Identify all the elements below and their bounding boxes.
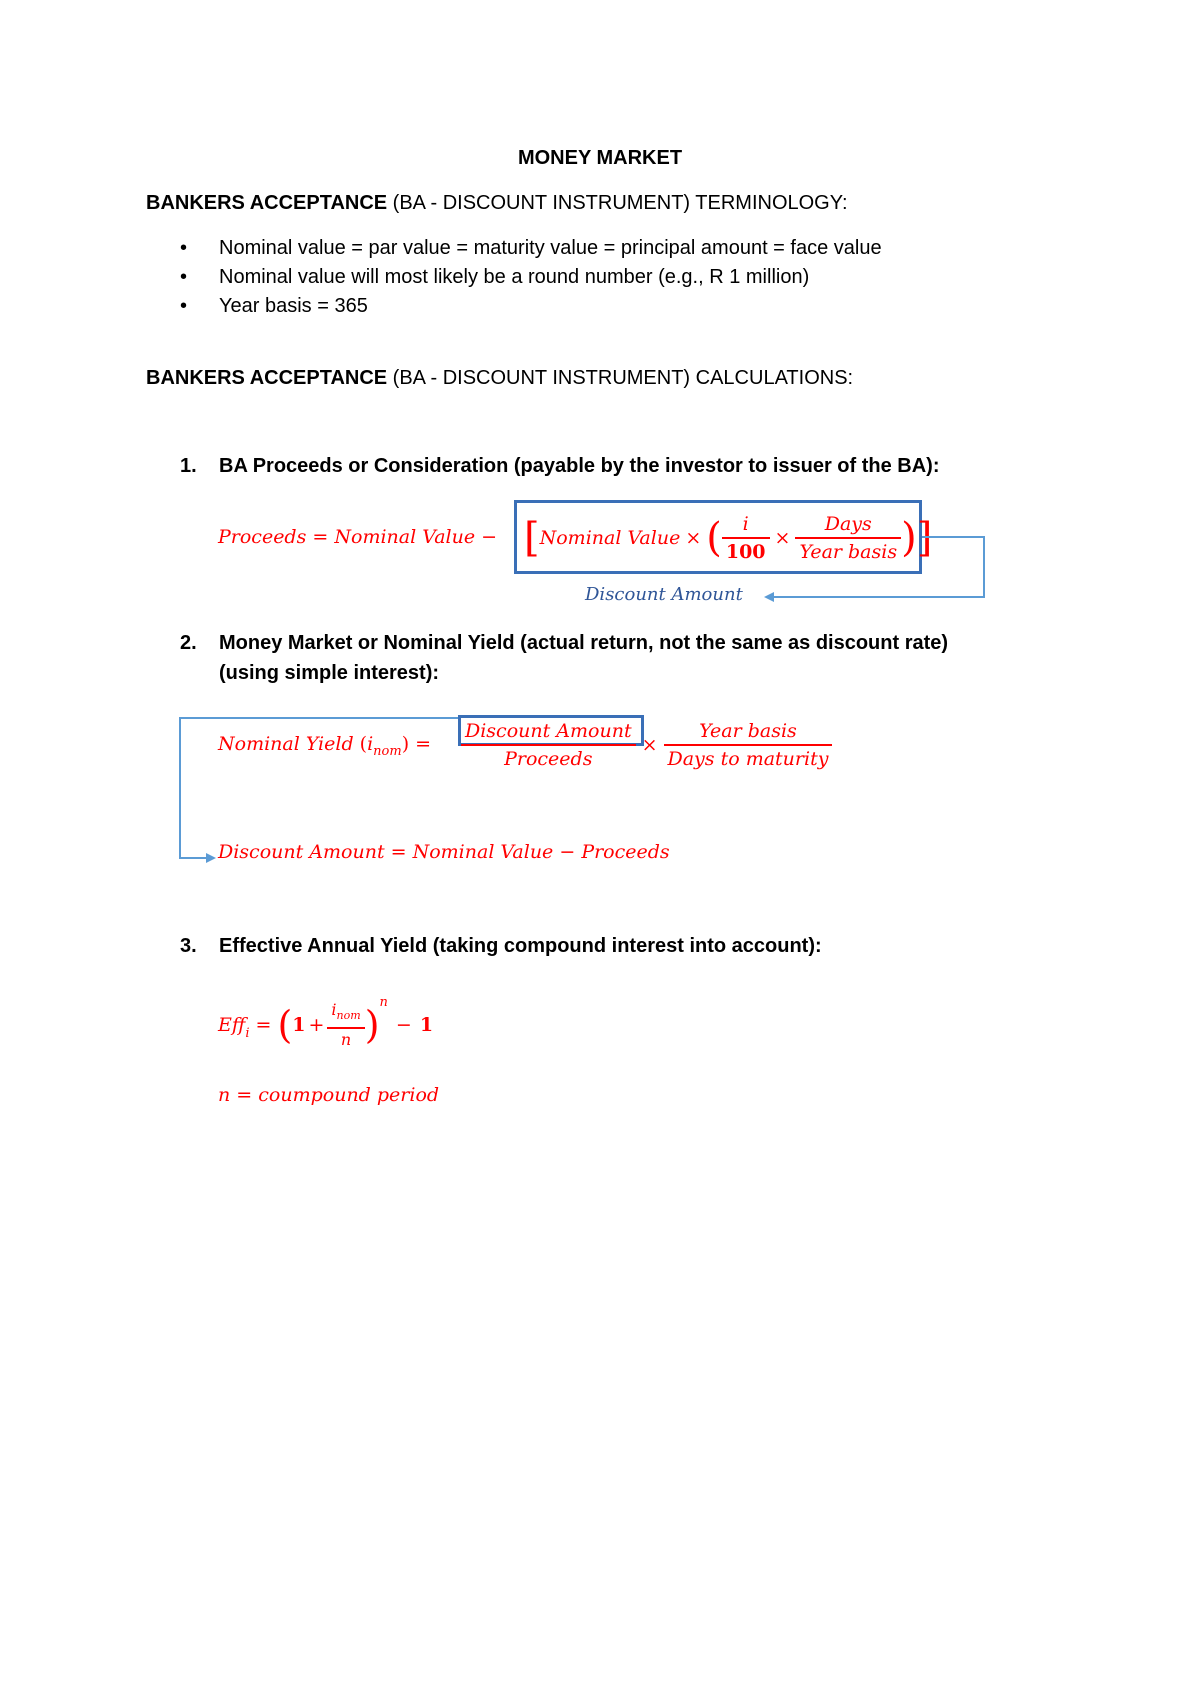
list-item-text: Nominal value = par value = maturity value = principal amount = face value — [219, 237, 882, 259]
step-text: BA Proceeds or Consideration (payable by the investor to issuer of the BA): — [219, 455, 940, 477]
formula-term: Nominal Value — [412, 841, 554, 863]
formula-term: i — [331, 999, 337, 1019]
fraction-denominator: Year basis — [799, 541, 898, 563]
formula-term: Proceeds — [218, 526, 307, 548]
step-number: 2. — [180, 632, 197, 654]
terminology-heading-bold: BANKERS ACCEPTANCE — [146, 192, 388, 214]
bullet-icon: • — [180, 237, 188, 259]
list-item-text: Nominal value will most likely be a round number (e.g., R 1 million) — [219, 266, 810, 288]
fraction-denominator: 100 — [725, 541, 766, 563]
formula-term: Eff — [218, 1014, 246, 1036]
formula-term: coumpound period — [258, 1084, 440, 1106]
formula-term: Nominal Yield — [218, 733, 354, 755]
fraction-numerator: Year basis — [664, 718, 833, 746]
bullet-icon: • — [180, 295, 188, 317]
formula-operator: = — [255, 1014, 272, 1036]
calculations-heading-rest: (BA - DISCOUNT INSTRUMENT) CALCULATIONS: — [387, 367, 854, 389]
formula-bracket: ( — [706, 515, 722, 561]
page-title: MONEY MARKET — [517, 147, 683, 169]
fraction-denominator: n — [340, 1030, 352, 1050]
step-number: 3. — [180, 935, 197, 957]
calculations-heading-bold: BANKERS ACCEPTANCE — [146, 367, 388, 389]
bullet-icon: • — [180, 266, 188, 288]
step-text: Money Market or Nominal Yield (actual return, not the same as discount rate) — [219, 632, 949, 654]
formula-term: Nominal Value — [334, 526, 476, 548]
formula-operator: = — [415, 733, 432, 755]
formula-operator: − — [481, 526, 498, 548]
formula-bracket: ( — [359, 733, 368, 755]
formula-term: i — [367, 733, 374, 755]
formula-subscript: nom — [336, 1009, 361, 1023]
discount-amount-annotation: Discount Amount — [585, 584, 743, 605]
formula-term: Discount Amount — [218, 841, 385, 863]
formula-term: Nominal Value — [539, 527, 681, 549]
formula-term: Proceeds — [581, 841, 670, 863]
formula-operator: × — [685, 527, 702, 549]
arrow-to-discount-amount-formula — [180, 718, 458, 858]
formula-bracket: ) — [901, 515, 917, 561]
fraction-denominator: Days to maturity — [667, 748, 829, 770]
formula-exponent: n — [379, 995, 388, 1010]
terminology-heading-rest: (BA - DISCOUNT INSTRUMENT) TERMINOLOGY: — [387, 192, 848, 214]
formula-bracket: ( — [277, 1003, 293, 1047]
fraction-numerator: i — [722, 511, 770, 539]
step-text-continued: (using simple interest): — [219, 662, 440, 684]
step-text: Effective Annual Yield (taking compound interest into account): — [219, 935, 822, 957]
formula-term: 1 — [419, 1014, 434, 1036]
formula-term: 1 — [292, 1014, 306, 1036]
formula-bracket: ) — [401, 733, 410, 755]
formula-bracket: ) — [364, 1003, 380, 1047]
step-number: 1. — [180, 455, 197, 477]
fraction-numerator: Discount Amount — [461, 718, 636, 746]
formula-operator: × — [641, 734, 658, 756]
formula-operator: = — [312, 526, 329, 548]
formula-bracket: [ — [524, 515, 540, 561]
arrow-to-discount-amount-label — [766, 537, 984, 597]
fraction-denominator: Proceeds — [504, 748, 593, 770]
formula-operator: − — [395, 1014, 412, 1036]
list-item-text: Year basis = 365 — [219, 295, 368, 317]
formula-operator: = — [236, 1084, 253, 1106]
formula-subscript: nom — [373, 743, 402, 759]
formula-term: n — [218, 1084, 231, 1106]
formula-operator: = — [390, 841, 407, 863]
formula-operator: + — [308, 1014, 325, 1036]
formula-bracket: ] — [916, 515, 933, 561]
formula-operator: − — [559, 841, 576, 863]
fraction-numerator: Days — [795, 511, 901, 539]
formula-operator: × — [774, 527, 791, 549]
formula-subscript: i — [245, 1026, 250, 1041]
